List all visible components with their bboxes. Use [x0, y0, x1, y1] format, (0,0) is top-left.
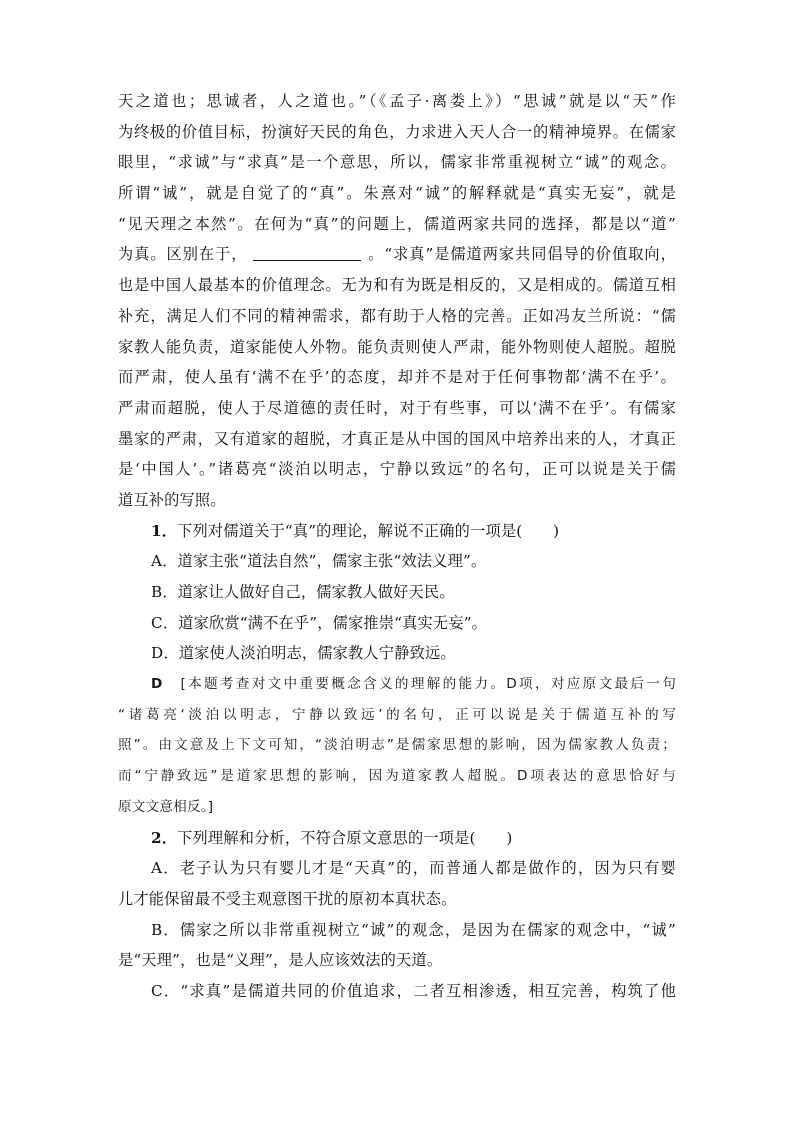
passage-text: 。“求真”是儒道两家共同倡导的价值取向，	[367, 245, 676, 264]
fill-in-blank[interactable]	[253, 244, 361, 261]
passage-line: 补充，满足人们不同的精神需求，都有助于人格的完善。正如冯友兰所说：“儒	[118, 306, 676, 325]
q1-option-b[interactable]: B．道家让人做好自己，儒家教人做好天民。	[151, 583, 455, 601]
q1-explanation-line: “诸葛亮‘淡泊以明志，宁静以致远’的名句，正可以说是关于儒道互补的写	[118, 706, 676, 723]
question-text: 下列对儒道关于“真”的理论，解说不正确的一项是( )	[177, 521, 560, 540]
passage-line: 也是中国人最基本的价值理念。无为和有为既是相反的，又是相成的。儒道互相	[118, 276, 676, 295]
passage-text: 为真。区别在于，	[118, 245, 248, 264]
passage-line: 家教人能负责，道家能使人外物。能负责则使人严肃，能外物则使人超脱。超脱	[118, 337, 676, 356]
q1-answer: D	[151, 676, 163, 693]
passage-line: 是‘中国人’。”诸葛亮“淡泊以明志，宁静以致远”的名句，正可以说是关于儒	[118, 460, 676, 479]
q2-option-a-cont: 儿才能保留最不受主观意图干扰的原初本真状态。	[118, 889, 457, 908]
q2-option-c[interactable]: C．“求真”是儒道共同的价值追求，二者互相渗透，相互完善，构筑了他	[151, 981, 676, 1000]
passage-line: 严肃而超脱，使人于尽道德的责任时，对于有些事，可以‘满不在乎’。有儒家	[118, 398, 676, 417]
passage-line: 而严肃，使人虽有‘满不在乎’的态度，却并不是对于任何事物都‘满不在乎’。	[118, 368, 676, 387]
question-number: 2．	[151, 828, 178, 847]
q2-option-b-cont: 是“天理”，也是“义理”，是人应该效法的天道。	[118, 951, 443, 970]
passage-line: 眼里，“求诚”与“求真”是一个意思，所以，儒家非常重视树立“诚”的观念。	[118, 153, 676, 172]
q1-option-c[interactable]: C．道家欣赏“满不在乎”，儒家推崇“真实无妄”。	[151, 613, 488, 632]
q1-option-a[interactable]: A．道家主张“道法自然”，儒家主张“效法义理”。	[151, 552, 487, 571]
passage-line: 道互补的写照。	[118, 490, 226, 509]
q2-option-b[interactable]: B．儒家之所以非常重视树立“诚”的观念，是因为在儒家的观念中，“诚”	[151, 920, 676, 939]
passage-line: 为终极的价值目标，扮演好天民的角色，力求进入天人合一的精神境界。在儒家	[118, 122, 676, 141]
question-2-stem	[118, 823, 676, 854]
document-page	[118, 86, 676, 1007]
q1-explanation-line	[118, 669, 676, 700]
passage-line: 墨家的严肃，又有道家的超脱，才真正是从中国的国风中培养出来的人，才真正	[118, 429, 676, 448]
passage-line: 所谓“诚”，就是自觉了的“真”。朱熹对“诚”的解释就是“真实无妄”，就是	[118, 184, 676, 203]
explanation-text: [本题考查对文中重要概念含义的理解的能力。D项，对应原文最后一句	[162, 676, 676, 693]
q2-option-a[interactable]: A．老子认为只有婴儿才是“天真”的，而普通人都是做作的，因为只有婴	[151, 859, 676, 878]
passage-line: “见天理之本然”。在何为“真”的问题上，儒道两家共同的选择，都是以“道”	[118, 214, 676, 233]
passage-line: 天之道也；思诚者，人之道也。”（《孟子·离娄上》）“思诚”就是以“天”作	[118, 92, 676, 110]
q1-option-d[interactable]: D．道家使人淡泊明志，儒家教人宁静致远。	[151, 644, 456, 663]
q1-explanation-line: 照”。由文意及上下文可知，“淡泊明志”是儒家思想的影响，因为儒家教人负责；	[118, 737, 676, 754]
question-number: 1．	[151, 521, 178, 540]
question-text: 下列理解和分析，不符合原文意思的一项是( )	[177, 828, 513, 847]
question-1-stem	[118, 516, 676, 547]
passage-line-with-blank	[118, 239, 676, 270]
q1-explanation-line: 原文文意相反。]	[118, 798, 214, 815]
q1-explanation-line: 而“宁静致远”是道家思想的影响，因为道家教人超脱。D项表达的意思恰好与	[118, 768, 676, 785]
